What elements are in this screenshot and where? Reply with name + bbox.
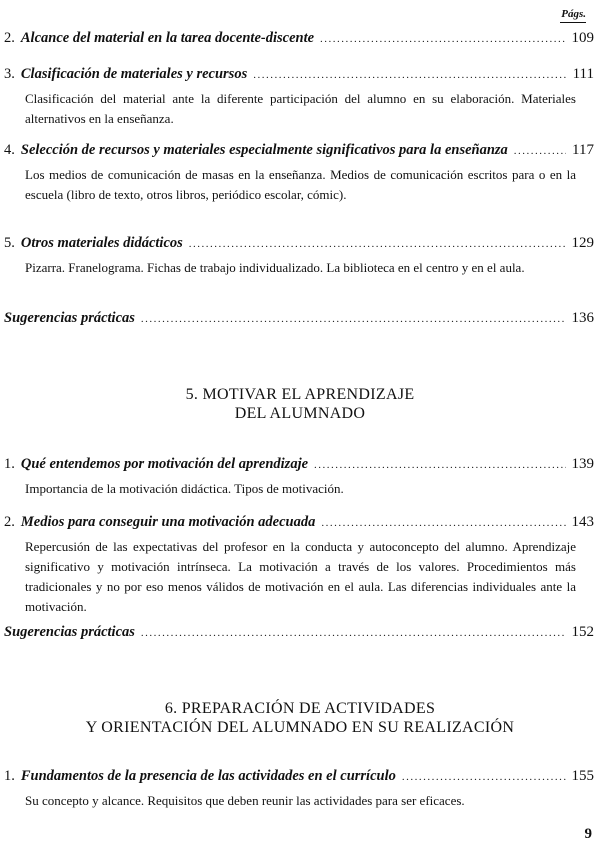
entry-number: 2. [4, 30, 15, 46]
entry-number: 4. [4, 142, 15, 158]
chapter-title-line-1: 6. PREPARACIÓN DE ACTIVIDADES [164, 700, 436, 717]
entry-page: 111 [572, 66, 594, 82]
chapter-heading [0, 699, 600, 737]
dot-leader [189, 238, 566, 250]
dot-leader [314, 459, 565, 471]
toc-entry [4, 235, 594, 278]
chapter-title-line-2: DEL ALUMNADO [234, 405, 366, 422]
pags-header: Págs. [561, 8, 586, 20]
dot-leader [320, 33, 565, 45]
chapter-title-line-1: 5. MOTIVAR EL APRENDIZAJE [185, 386, 415, 403]
entry-page: 155 [571, 768, 594, 784]
entry-number: 1. [4, 456, 15, 472]
entry-title: Selección de recursos y materiales especialmente significativos para la enseñanza [20, 142, 508, 158]
toc-entry [4, 66, 594, 129]
entry-number: 1. [4, 768, 15, 784]
chapter-heading [0, 385, 600, 423]
entry-title: Alcance del material en la tarea docente-discente [20, 30, 315, 46]
toc-entry [4, 30, 594, 47]
toc-entry-suggestions [4, 310, 594, 327]
entry-description: Pizarra. Franelograma. Fichas de trabajo individualizado. La biblioteca en el centro y en el aula. [25, 260, 525, 275]
page-number: 9 [584, 826, 592, 842]
entry-page: 129 [571, 235, 594, 251]
toc-entry-suggestions [4, 624, 594, 641]
entry-title: Clasificación de materiales y recursos [20, 66, 248, 82]
dot-leader [514, 145, 566, 157]
entry-description: Su concepto y alcance. Requisitos que deben reunir las actividades para ser eficaces. [25, 793, 465, 808]
entry-title: Medios para conseguir una motivación adecuada [20, 514, 316, 530]
entry-description: Los medios de comunicación de masas en la enseñanza. Medios de comunicación escritos para o en la escuela (libro de texto, otros libros, periódico escolar, cómic). [25, 167, 576, 202]
entry-description: Clasificación del material ante la diferente participación del alumno en su elaboración. Materiales alternativos en la enseñanza. [25, 91, 576, 126]
dot-leader [141, 627, 566, 639]
chapter-title-line-2: Y ORIENTACIÓN DEL ALUMNADO EN SU REALIZACIÓN [85, 719, 515, 736]
entry-page: 117 [572, 142, 594, 158]
entry-title: Otros materiales didácticos [20, 235, 183, 251]
entry-title: Sugerencias prácticas [4, 310, 135, 326]
toc-entry [4, 456, 594, 499]
dot-leader [321, 517, 565, 529]
toc-entry [4, 142, 594, 205]
entry-title: Fundamentos de la presencia de las actividades en el currículo [20, 768, 396, 784]
header-rule [560, 22, 586, 23]
entry-page: 136 [571, 310, 594, 326]
entry-page: 152 [571, 624, 594, 640]
toc-entry [4, 514, 594, 617]
dot-leader [141, 313, 566, 325]
entry-number: 2. [4, 514, 15, 530]
entry-description: Importancia de la motivación didáctica. Tipos de motivación. [25, 481, 344, 496]
entry-page: 143 [571, 514, 594, 530]
entry-title: Qué entendemos por motivación del aprendizaje [20, 456, 309, 472]
entry-number: 5. [4, 235, 15, 251]
entry-page: 109 [571, 30, 594, 46]
dot-leader [402, 771, 566, 783]
entry-title: Sugerencias prácticas [4, 624, 135, 640]
entry-description: Repercusión de las expectativas del profesor en la conducta y autoconcepto del alumno. Aprendizaje significativo y motivación intrínseca. La motivación a través de los valores. Procedimientos más tradicionales y no por eso menos válidos de motivación en el aula. Las diferencias individuales ante la motivación. [25, 539, 576, 614]
entry-page: 139 [571, 456, 594, 472]
entry-number: 3. [4, 66, 15, 82]
dot-leader [253, 69, 566, 81]
toc-entry [4, 768, 594, 811]
